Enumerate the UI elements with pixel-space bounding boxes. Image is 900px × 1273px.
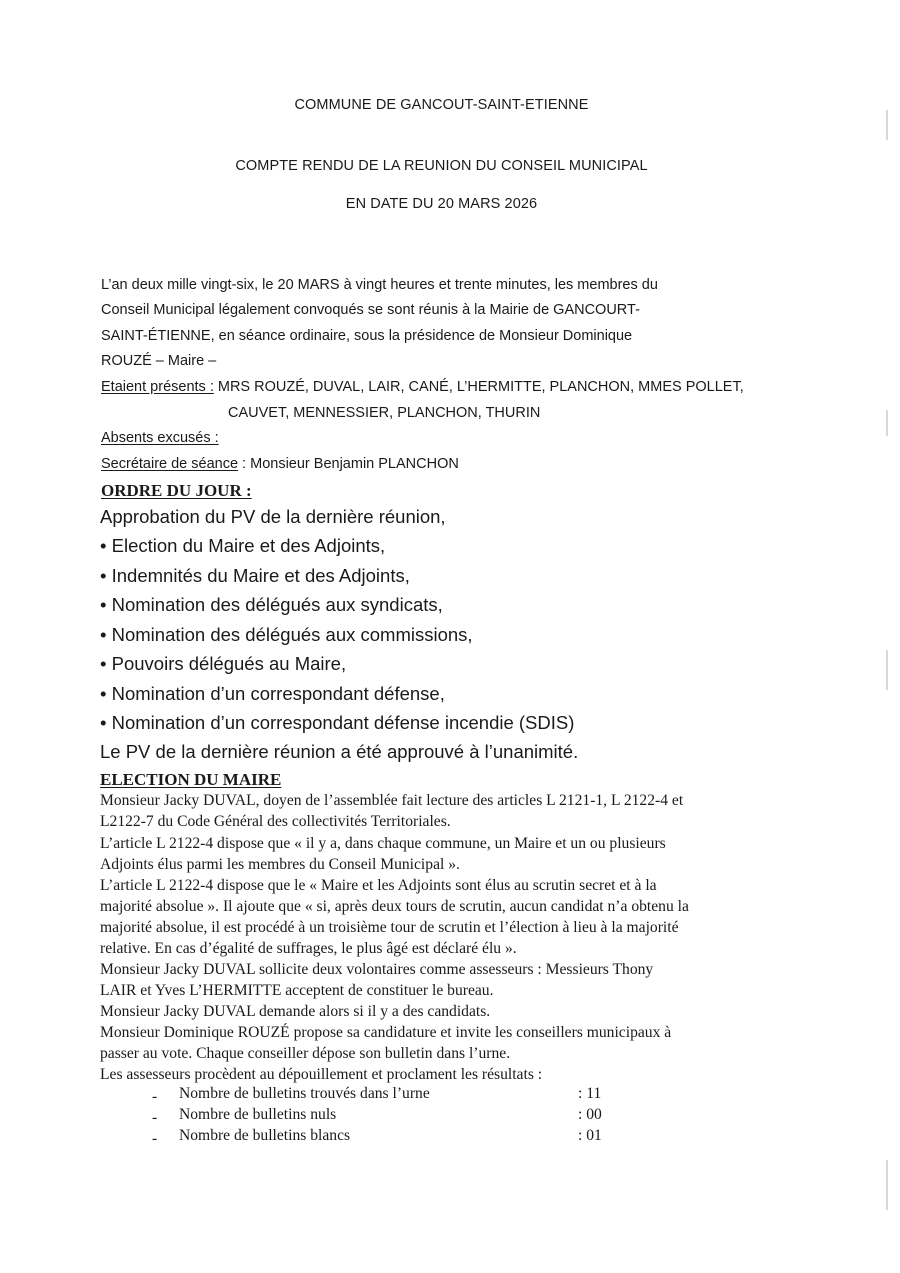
presents-names: MRS ROUZÉ, DUVAL, LAIR, CANÉ, L’HERMITTE, PLANCHON, MMES POLLET, [213, 379, 744, 395]
election-line: Les assesseurs procèdent au dépouillement et proclament les résultats : [100, 1066, 543, 1083]
result-dash: - [152, 1109, 158, 1126]
secretary-line [101, 456, 459, 472]
election-line: majorité absolue ». Il ajoute que « si, après deux tours de scrutin, aucun candidat n’a obtenu la [100, 898, 689, 915]
election-line: passer au vote. Chaque conseiller dépose son bulletin dans l’urne. [100, 1045, 511, 1062]
commune-heading: COMMUNE DE GANCOUT-SAINT-ETIENNE [294, 97, 589, 113]
bullet: • [100, 624, 107, 645]
result-value: : 00 [578, 1106, 602, 1123]
absents-label: Absents excusés : [101, 430, 219, 446]
election-line: L’article L 2122-4 dispose que le « Maire et les Adjoints sont élus au scrutin secret et à la [100, 877, 657, 894]
intro-line: SAINT-ÉTIENNE, en séance ordinaire, sous la présidence de Monsieur Dominique [101, 328, 633, 344]
election-line: Monsieur Jacky DUVAL demande alors si il y a des candidats. [100, 1003, 491, 1020]
bullet: • [100, 535, 107, 556]
election-line: Monsieur Jacky DUVAL sollicite deux volontaires comme assesseurs : Messieurs Thony [100, 961, 654, 978]
election-line: relative. En cas d’égalité de suffrages, le plus âgé est déclaré élu ». [100, 940, 517, 957]
result-value: : 01 [578, 1127, 602, 1144]
scan-edge-mark [886, 650, 888, 690]
bullet: • [100, 712, 107, 733]
result-label: Nombre de bulletins nuls [179, 1106, 337, 1123]
presents-label: Etaient présents : [101, 379, 214, 395]
bullet: • [100, 565, 107, 586]
secretary-value: : Monsieur Benjamin PLANCHON [238, 456, 459, 472]
report-title: COMPTE RENDU DE LA REUNION DU CONSEIL MUNICIPAL [235, 158, 648, 174]
election-line: L2122-7 du Code Général des collectivités Territoriales. [100, 813, 451, 830]
intro-line: ROUZÉ – Maire – [101, 353, 217, 369]
bullet: • [100, 594, 107, 615]
result-value: : 11 [578, 1085, 602, 1102]
scan-edge-mark [886, 110, 888, 140]
agenda-title: ORDRE DU JOUR : [101, 481, 252, 500]
approval-statement: Le PV de la dernière réunion a été approuvé à l’unanimité. [100, 741, 579, 762]
agenda-item: • Nomination des délégués aux syndicats, [100, 594, 443, 615]
result-dash: - [152, 1088, 158, 1105]
result-dash: - [152, 1130, 158, 1147]
election-line: Adjoints élus parmi les membres du Conseil Municipal ». [100, 856, 460, 873]
presents-names-continued: CAUVET, MENNESSIER, PLANCHON, THURIN [228, 405, 541, 421]
scan-edge-mark [886, 410, 888, 436]
election-line: LAIR et Yves L’HERMITTE acceptent de constituer le bureau. [100, 982, 494, 999]
election-title: ELECTION DU MAIRE [100, 770, 282, 789]
agenda-item: • Nomination d’un correspondant défense incendie (SDIS) [100, 712, 575, 733]
report-date: EN DATE DU 20 MARS 2026 [345, 196, 538, 212]
agenda-item: • Indemnités du Maire et des Adjoints, [100, 565, 410, 586]
agenda-item: • Election du Maire et des Adjoints, [100, 535, 386, 556]
election-line: majorité absolue, il est procédé à un troisième tour de scrutin et l’élection à lieu à la majorité [100, 919, 679, 936]
agenda-item: • Nomination des délégués aux commissions, [100, 624, 473, 645]
agenda-first-item: Approbation du PV de la dernière réunion, [100, 506, 446, 527]
election-line: Monsieur Dominique ROUZÉ propose sa candidature et invite les conseillers municipaux à [100, 1024, 672, 1041]
election-line: L’article L 2122-4 dispose que « il y a, dans chaque commune, un Maire et un ou plusieurs [100, 835, 666, 852]
secretary-label: Secrétaire de séance [101, 456, 239, 472]
intro-line: Conseil Municipal légalement convoqués se sont réunis à la Mairie de GANCOURT- [101, 302, 640, 318]
agenda-item: • Pouvoirs délégués au Maire, [100, 653, 347, 674]
presents-line [101, 379, 744, 395]
result-label: Nombre de bulletins trouvés dans l’urne [179, 1085, 430, 1102]
election-line: Monsieur Jacky DUVAL, doyen de l’assemblée fait lecture des articles L 2121-1, L 2122-4 et [100, 792, 684, 809]
agenda-item: • Nomination d’un correspondant défense, [100, 683, 445, 704]
result-label: Nombre de bulletins blancs [179, 1127, 351, 1144]
bullet: • [100, 653, 107, 674]
intro-line: L’an deux mille vingt-six, le 20 MARS à vingt heures et trente minutes, les membres du [101, 277, 658, 293]
bullet: • [100, 683, 107, 704]
scan-edge-mark [886, 1160, 888, 1210]
